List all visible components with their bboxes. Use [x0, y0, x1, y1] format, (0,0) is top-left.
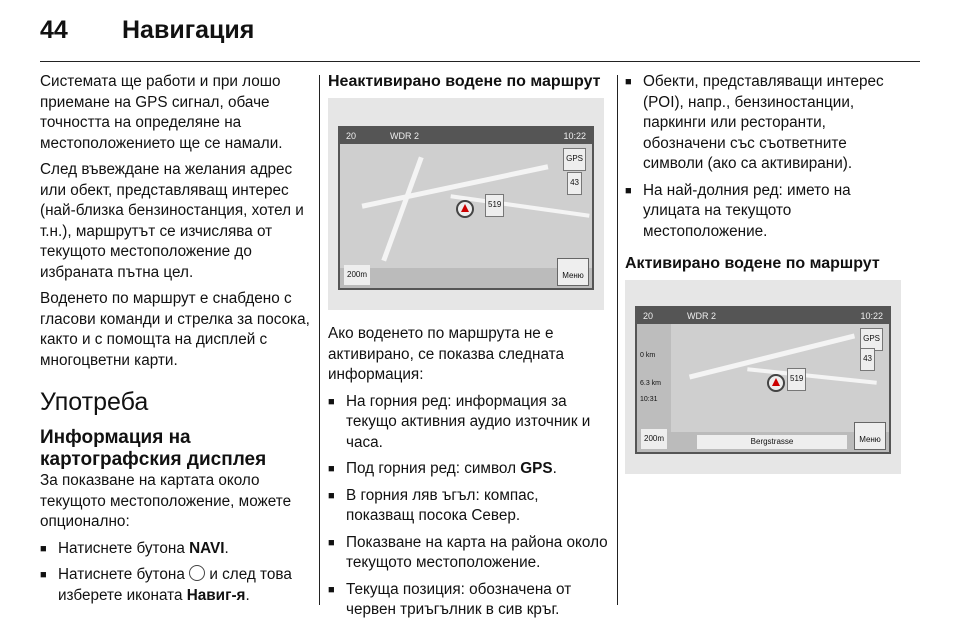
column-3 [625, 72, 910, 488]
menu-button: Меню [854, 422, 886, 450]
list-item [328, 459, 608, 480]
column-1 [40, 72, 316, 612]
list-item: ■ На най-долния ред: името на улицата на текущото местоположение. [625, 181, 910, 243]
paragraph: След въвеждане на желания адрес или обект, представляващ интерес (най-близка бензиностанция, хотел и т.н.), маршрутът се изчислява от текущото местоположение до избраната пътна цел. [40, 161, 304, 281]
clock: 10:22 [563, 131, 586, 141]
audio-source: WDR 2 [687, 311, 716, 321]
list-text: . [552, 460, 557, 477]
road-number: 519 [485, 194, 504, 217]
screenshot-map-active [625, 280, 901, 474]
road-number: 519 [787, 368, 806, 391]
bullet-list [328, 392, 608, 621]
page-header [40, 14, 920, 54]
list-item [40, 539, 316, 560]
clock: 10:22 [860, 311, 883, 321]
list-text: Натиснете бутона [58, 539, 190, 557]
audio-source: WDR 2 [390, 131, 419, 141]
list-bold: Навиг-я [186, 586, 246, 604]
paragraph: Ако воденето по маршрута не е активирано, се показва следната информация: [328, 325, 564, 383]
page-title: Навигация [122, 16, 255, 44]
list-text: Натиснете бутона [58, 566, 190, 583]
home-icon [189, 565, 205, 581]
screenshot-map-inactive [328, 98, 604, 310]
list-text: . [245, 586, 250, 604]
paragraph: За показване на картата около текущото местоположение, можете опционално: [40, 472, 292, 530]
map-road [381, 156, 423, 261]
list-text: и след това изберете иконата [58, 566, 292, 604]
bottom-bar [340, 268, 592, 288]
subheading: Неактивирано водене по маршрут [328, 73, 601, 90]
map-road [362, 164, 549, 208]
display-screen [635, 306, 891, 454]
list-item: ■ В горния ляв ъгъл: компас, показващ посока Север. [328, 486, 608, 527]
page-number: 44 [40, 16, 68, 44]
map-scale: 200m [344, 265, 370, 286]
list-item: ■ Показване на карта на района около текущото местоположение. [328, 533, 608, 574]
bullet-list [625, 72, 910, 242]
list-text: . [224, 539, 229, 557]
map-scale: 200m [641, 429, 667, 450]
distance-destination: 6.3 km [640, 380, 662, 387]
list-text: Под горния ред: символ [346, 460, 521, 477]
column-divider-1 [319, 75, 320, 605]
road-number: 43 [567, 172, 582, 195]
bullet-list [40, 539, 316, 607]
list-bold: NAVI [189, 539, 225, 557]
display-screen [338, 126, 594, 290]
header-rule [40, 61, 920, 62]
gps-symbol: GPS [563, 148, 586, 171]
list-item: ■ Обекти, представляващи интерес (POI), напр., бензиностанции, паркинги или ресторанти, обозначени със съответните символи (ако са активирани). [625, 72, 910, 175]
station-number: 20 [346, 131, 357, 141]
section-heading: Употреба [40, 388, 149, 416]
list-item: ■ Текуща позиция: обозначена от червен триъгълник в сив кръг. [328, 580, 608, 621]
route-info-panel [637, 324, 671, 432]
map-area [340, 144, 592, 288]
gps-symbol: GPS [860, 328, 883, 351]
paragraph: Воденето по маршрут е снабдено с гласови команди и стрелка за посока, както и с помощта на дисплей с многоцветни карти. [40, 290, 310, 369]
bottom-bar [637, 432, 889, 452]
street-name: Bergstrasse [697, 435, 847, 449]
menu-button: Меню [557, 258, 589, 286]
list-item [40, 565, 316, 606]
subsection-heading: Информация на картографския дисплея [40, 427, 267, 470]
current-position-icon [767, 374, 785, 392]
status-bar [340, 128, 592, 144]
subheading: Активирано водене по маршрут [625, 255, 880, 272]
list-bold: GPS [520, 460, 553, 477]
current-position-icon [456, 200, 474, 218]
distance-next-turn: 0 km [640, 352, 656, 359]
road-number: 43 [860, 348, 875, 371]
status-bar [637, 308, 889, 324]
station-number: 20 [643, 311, 654, 321]
column-2 [328, 72, 608, 627]
list-item: ■ На горния ред: информация за текущо активния аудио източник и часа. [328, 392, 608, 454]
arrival-time: 10:31 [640, 396, 658, 403]
column-divider-2 [617, 75, 618, 605]
paragraph: Системата ще работи и при лошо приемане на GPS сигнал, обаче точността на определяне на местоположението ще се намали. [40, 73, 283, 152]
